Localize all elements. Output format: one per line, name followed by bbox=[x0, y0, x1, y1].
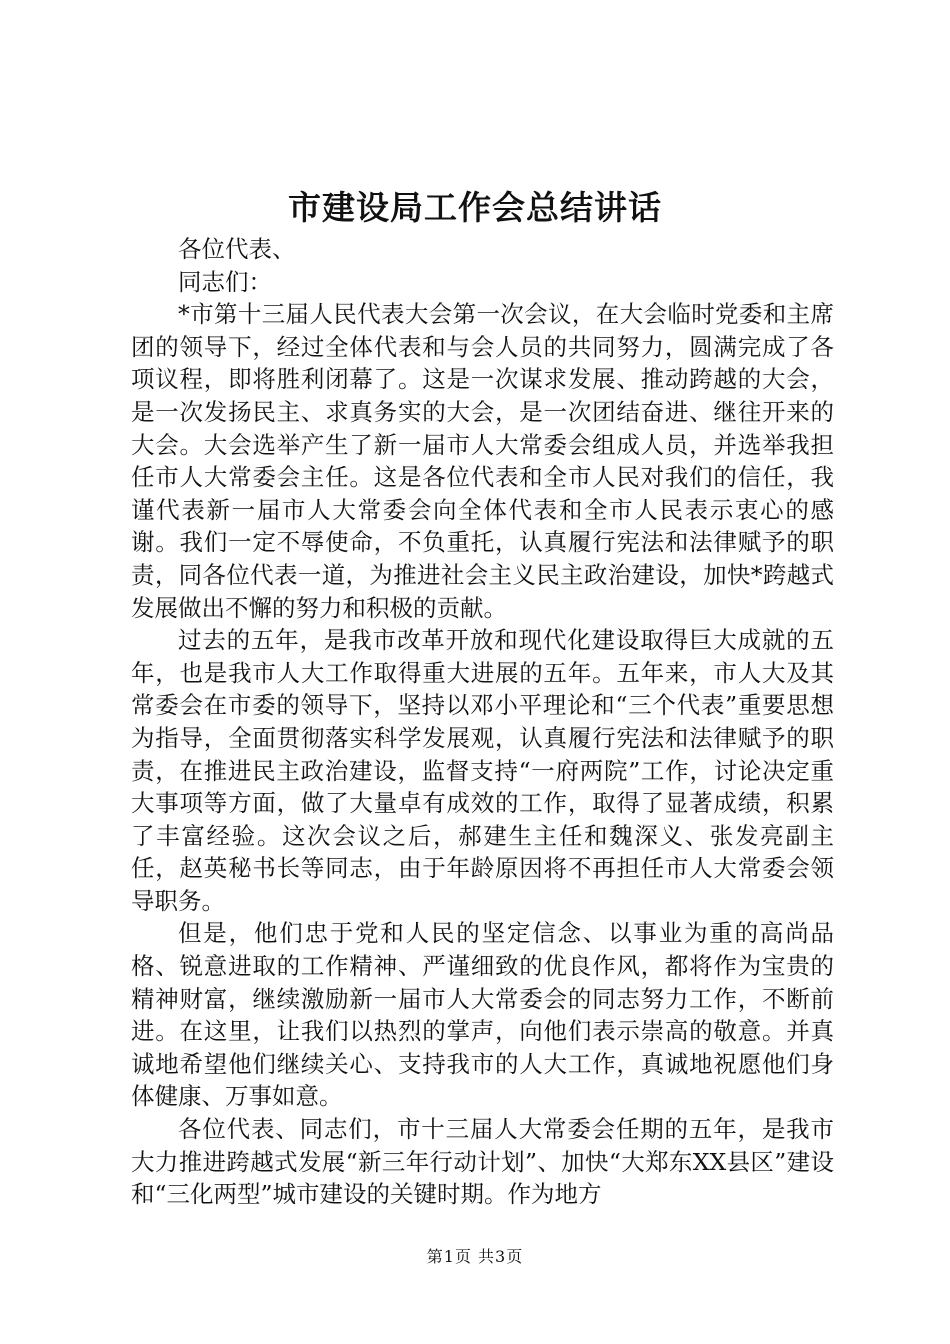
salutation-line-2: 同志们： bbox=[178, 267, 272, 296]
document-body bbox=[131, 233, 834, 1211]
paragraph-2: 过去的五年，是我市改革开放和现代化建设取得巨大成就的五年，也是我市人大工作取得重大进展的五年。五年来，市人大及其常委会在市委的领导下，坚持以邓小平理论和“三个代表”重要思想为指导，全面贯彻落实科学发展观，认真履行宪法和法律赋予的职责，在推进民主政治建设，监督支持“一府两院”工作，讨论决定重大事项等方面，做了大量卓有成效的工作，取得了显著成绩，积累了丰富经验。这次会议之后，郝建生主任和魏深义、张发亮副主任，赵英秘书长等同志，由于年龄原因将不再担任市人大常委会领导职务。 bbox=[131, 626, 834, 915]
paragraph-3: 但是，他们忠于党和人民的坚定信念、以事业为重的高尚品格、锐意进取的工作精神、严谨细致的优良作风，都将作为宝贵的精神财富，继续激励新一届市人大常委会的同志努力工作，不断前进。在这里，让我们以热烈的掌声，向他们表示崇高的敬意。并真诚地希望他们继续关心、支持我市的人大工作，真诚地祝愿他们身体健康、万事如意。 bbox=[131, 919, 834, 1111]
salutation-line-1: 各位代表、 bbox=[178, 235, 296, 263]
document-title: 市建设局工作会总结讲话 bbox=[288, 188, 662, 227]
paragraph-1: *市第十三届人民代表大会第一次会议，在大会临时党委和主席团的领导下，经过全体代表和与会人员的共同努力，圆满完成了各项议程，即将胜利闭幕了。这是一次谋求发展、推动跨越的大会，是一次发扬民主、求真务实的大会，是一次团结奋进、继往开来的大会。大会选举产生了新一届市人大常委会组成人员，并选举我担任市人大常委会主任。这是各位代表和全市人民对我们的信任，我谨代表新一届市人大常委会向全体代表和全市人民表示衷心的感谢。我们一定不辱使命，不负重托，认真履行宪法和法律赋予的职责，同各位代表一道，为推进社会主义民主政治建设，加快*跨越式发展做出不懈的努力和积极的贡献。 bbox=[131, 300, 834, 622]
page-footer: 第1页 共3页 bbox=[426, 1247, 524, 1266]
paragraph-4: 各位代表、同志们，市十三届人大常委会任期的五年，是我市大力推进跨越式发展“新三年行动计划”、加快“大郑东XX县区”建设和“三化两型”城市建设的关键时期。作为地方 bbox=[131, 1115, 834, 1209]
